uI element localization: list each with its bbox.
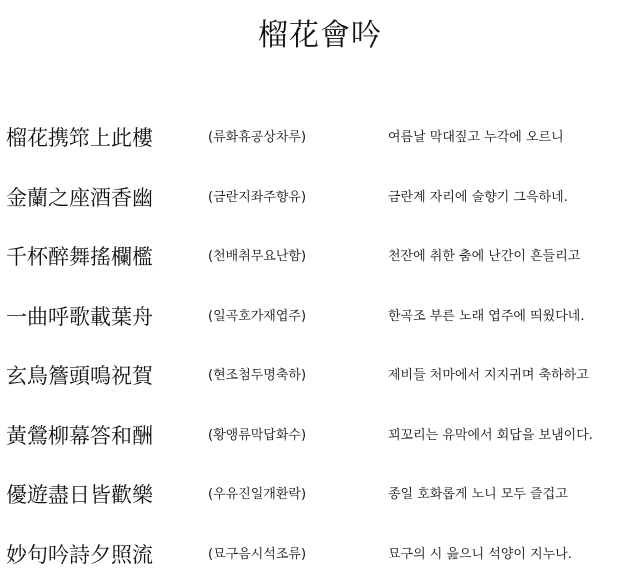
hanja-line: 玄鳥簷頭鳴祝賀 [6,360,153,392]
korean-reading: (금란지좌주향유) [208,187,306,209]
hanja-line: 一曲呼歌載葉舟 [6,301,153,333]
poem-line [0,289,640,349]
hanja-line: 優遊盡日皆歡樂 [6,479,153,511]
korean-reading: (묘구음시석조류) [208,544,306,566]
korean-reading: (천배취무요난함) [208,246,306,268]
korean-reading: (현조첨두명축하) [208,365,306,387]
korean-reading: (일곡호가재엽주) [208,306,306,328]
korean-translation: 제비들 처마에서 지지귀며 축하하고 [388,365,589,387]
poem-line [0,170,640,230]
hanja-line: 妙句吟詩夕照流 [6,539,153,571]
korean-translation: 한곡조 부른 노래 엽주에 띄웠다네. [388,306,584,328]
hanja-line: 千杯醉舞搖欄檻 [6,241,153,273]
poem-lines [0,110,640,586]
korean-translation: 금란계 자리에 술향기 그윽하네. [388,187,568,209]
poem-line [0,348,640,408]
korean-translation: 여름날 막대짚고 누각에 오르니 [388,127,564,149]
korean-translation: 천잔에 취한 춤에 난간이 흔들리고 [388,246,580,268]
hanja-line: 榴花携筇上此樓 [6,122,153,154]
korean-reading: (황앵류막답화수) [208,425,306,447]
korean-translation: 꾀꼬리는 유막에서 회답을 보냄이다. [388,425,593,447]
poem-line [0,527,640,586]
korean-translation: 묘구의 시 읊으니 석양이 지누나. [388,544,572,566]
korean-reading: (우유진일개환락) [208,484,306,506]
hanja-line: 金蘭之座酒香幽 [6,182,153,214]
poem-line [0,408,640,468]
hanja-line: 黃鶯柳幕答和酬 [6,420,153,452]
korean-translation: 종일 호화롭게 노니 모두 즐겁고 [388,484,568,506]
poem-line [0,110,640,170]
page-title: 榴花會吟 [0,14,640,58]
poem-line [0,467,640,527]
poem-line [0,229,640,289]
korean-reading: (류화휴공상차루) [208,127,306,149]
